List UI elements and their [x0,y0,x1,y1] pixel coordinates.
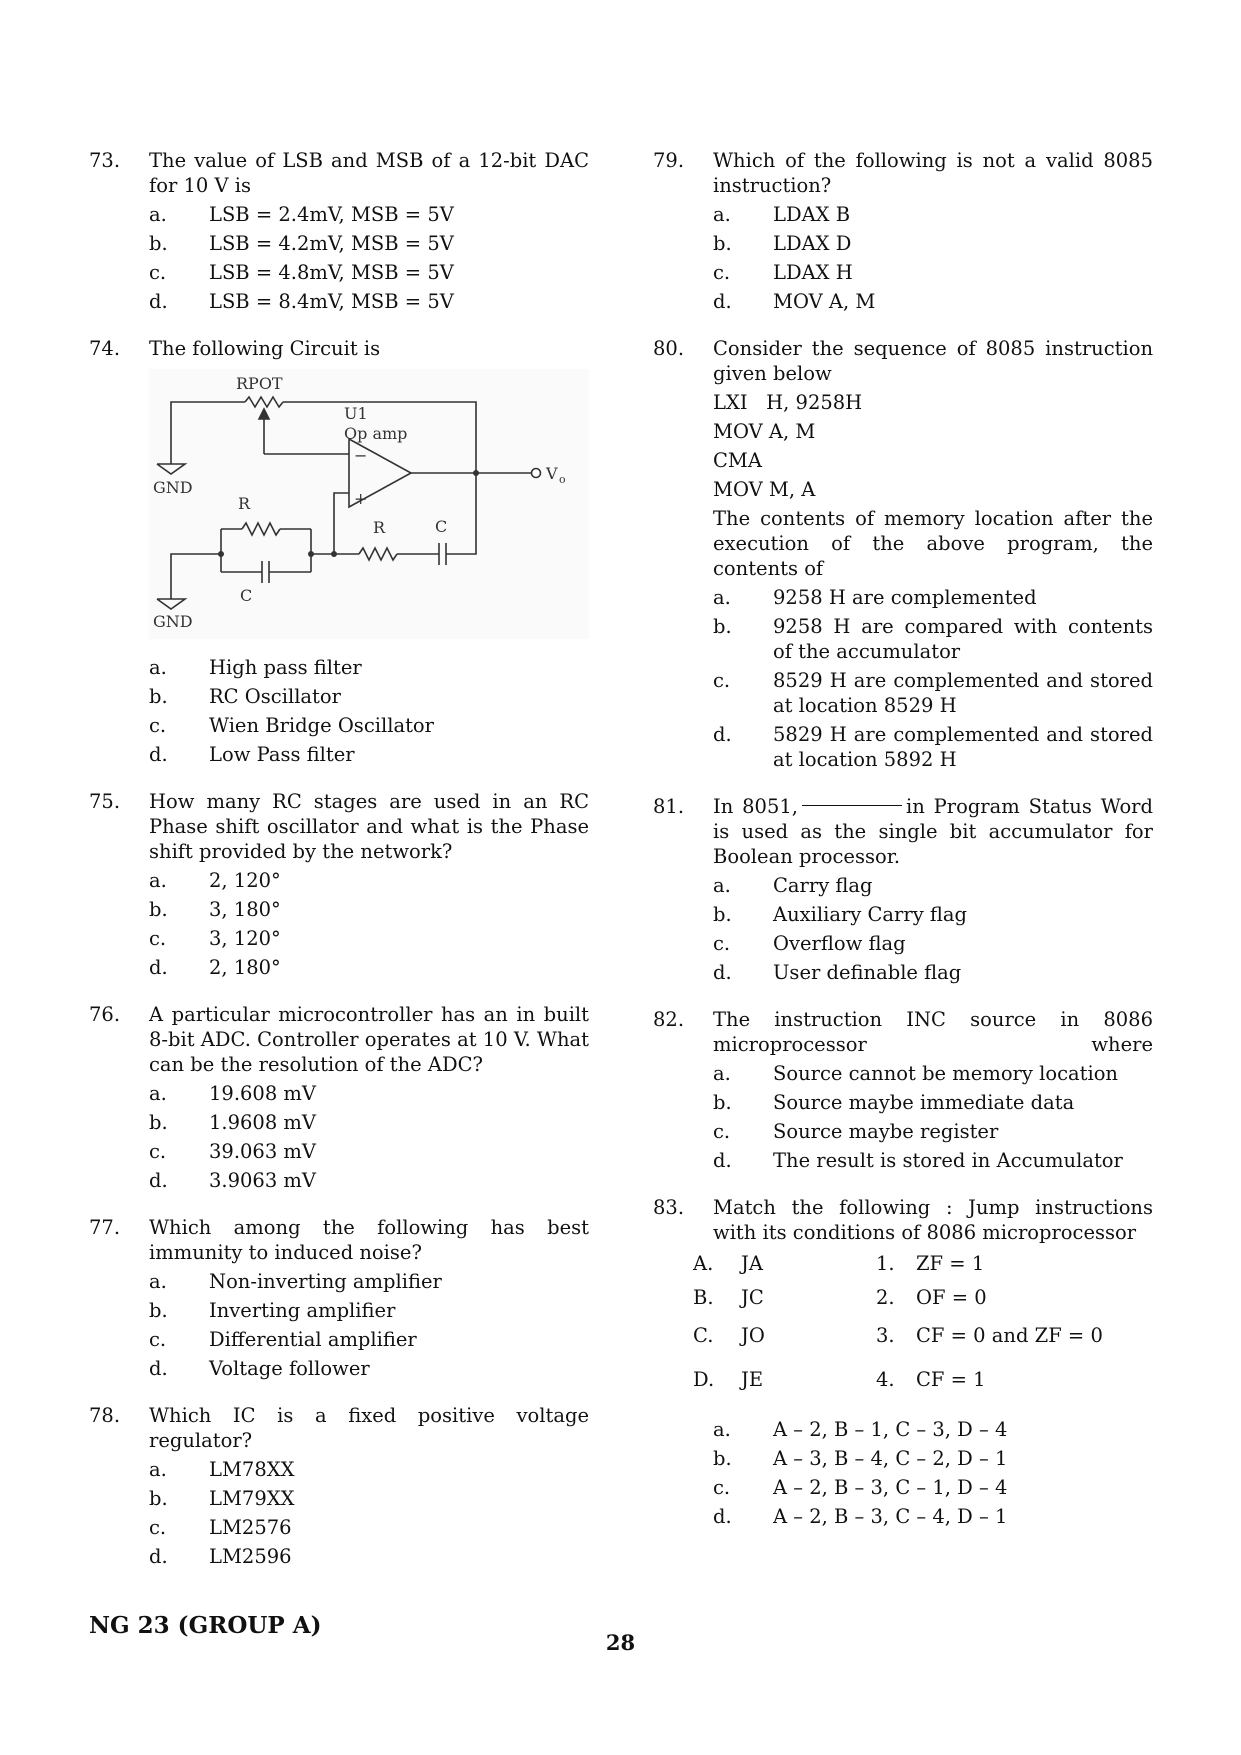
question-stem: Which among the following has best immunity to induced noise? [149,1216,589,1264]
label-r-series: R [373,518,386,537]
option-text: Voltage follower [209,1357,370,1380]
question-78 [89,1403,589,1569]
option-text: A – 2, B – 3, C – 1, D – 4 [773,1476,1008,1499]
option-text: 2, 120° [209,869,281,892]
option[interactable] [149,1327,589,1352]
stem-after-blank: in Program Status Word is used as the single bit accumulator for Boolean processor. [713,795,1153,868]
option[interactable] [713,1148,1153,1173]
option-text: Source cannot be memory location [773,1062,1118,1085]
option[interactable] [149,260,589,285]
option-text: 8529 H are complemented and stored at location 8529 H [773,669,1153,717]
option[interactable] [713,1475,1153,1500]
code-line: MOV M, A [713,478,816,501]
question-number: 77. [89,1216,121,1239]
option-label: b. [149,1487,168,1510]
question-stem: The value of LSB and MSB of a 12-bit DAC for 10 V is [149,149,589,197]
match-condition: CF = 0 and ZF = 0 [916,1324,1103,1347]
label-minus: − [354,446,368,465]
option-text: LDAX D [773,232,852,255]
match-row [693,1285,1153,1319]
option-text: 9258 H are compared with contents of the accumulator [773,615,1153,663]
option-text: LSB = 8.4mV, MSB = 5V [209,290,454,313]
question-75 [89,789,589,980]
question-77 [89,1215,589,1381]
question-82 [653,1007,1153,1173]
option[interactable] [149,1110,589,1135]
option-label: a. [713,586,731,609]
question-number: 83. [653,1196,685,1219]
option-text: Overflow flag [773,932,906,955]
option-label: b. [149,685,168,708]
label-vout-sub: o [559,473,566,486]
option[interactable] [149,1486,589,1511]
label-gnd-bottom: GND [153,612,193,631]
question-number: 74. [89,337,121,360]
option-text: 3, 120° [209,927,281,950]
left-column [89,148,589,1591]
option-text: MOV A, M [773,290,876,313]
option-text: A – 3, B – 4, C – 2, D – 1 [773,1447,1008,1470]
option[interactable] [713,614,1153,664]
right-column [653,148,1153,1551]
question-76 [89,1002,589,1193]
option-label: d. [149,1169,168,1192]
label-vout: V [546,464,558,483]
option-label: d. [713,1149,732,1172]
page-number: 28 [605,1630,636,1655]
option-text: RC Oscillator [209,685,341,708]
option[interactable] [149,1515,589,1540]
option[interactable] [149,713,589,738]
match-letter: C. [693,1324,714,1347]
option[interactable] [149,1457,589,1482]
match-letter: A. [693,1252,714,1275]
question-number: 73. [89,149,121,172]
option-text: User definable flag [773,961,962,984]
option-text: Source maybe immediate data [773,1091,1075,1114]
option-label: c. [149,261,167,284]
option-text: Low Pass filter [209,743,355,766]
option-label: d. [149,1545,168,1568]
match-instruction: JO [741,1324,765,1347]
match-row [693,1319,1153,1363]
option-text: Differential amplifier [209,1328,417,1351]
question-stem: How many RC stages are used in an RC Phase shift oscillator and what is the Phase shift provided by the network? [149,790,589,863]
match-row [693,1251,1153,1285]
option-label: d. [713,1505,732,1528]
label-plus: + [354,489,368,508]
option-text: A – 2, B – 3, C – 4, D – 1 [773,1505,1008,1528]
option[interactable] [149,684,589,709]
question-stem: A particular microcontroller has an in built 8-bit ADC. Controller operates at 10 V. What can be the resolution of the ADC? [149,1003,589,1076]
option-text: LDAX H [773,261,853,284]
label-c-series: C [435,517,448,536]
option[interactable] [149,289,589,314]
option-label: c. [713,261,731,284]
option-text: LDAX B [773,203,851,226]
option-label: c. [713,932,731,955]
options-list [149,1269,589,1381]
label-r-parallel: R [238,494,251,513]
option[interactable] [713,668,1153,718]
option[interactable] [149,897,589,922]
option-label: d. [713,723,732,746]
question-74 [89,336,589,767]
match-instruction: JA [741,1252,763,1275]
match-instruction: JE [741,1368,764,1391]
option-label: b. [149,232,168,255]
label-gnd-top: GND [153,478,193,497]
fill-in-blank [802,805,902,806]
question-stem: Match the following : Jump instructions with its conditions of 8086 microprocessor [713,1196,1153,1244]
option-label: d. [149,743,168,766]
options-list [713,873,1153,985]
options-list [149,202,589,314]
code-line: MOV A, M [713,420,816,443]
circuit-diagram [149,369,589,639]
match-number: 2. [876,1286,895,1309]
option-label: d. [713,961,732,984]
option[interactable] [713,260,1153,285]
option-label: b. [149,1299,168,1322]
options-list [149,655,589,767]
option[interactable] [713,1119,1153,1144]
match-condition: ZF = 1 [916,1252,985,1275]
question-73 [89,148,589,314]
option-label: b. [713,1091,732,1114]
option-label: c. [713,1120,731,1143]
option[interactable] [149,1081,589,1106]
option-text: Carry flag [773,874,873,897]
question-number: 82. [653,1008,685,1031]
option[interactable] [713,1446,1153,1471]
option-text: LM78XX [209,1458,295,1481]
question-83 [653,1195,1153,1529]
question-stem [713,794,1153,869]
option[interactable] [149,1139,589,1164]
option-text: Auxiliary Carry flag [773,903,968,926]
option-label: a. [149,869,167,892]
question-number: 80. [653,337,685,360]
option[interactable] [713,1417,1153,1442]
match-number: 3. [876,1324,895,1347]
option-label: a. [149,203,167,226]
options-list [149,1081,589,1193]
option[interactable] [149,231,589,256]
option[interactable] [713,202,1153,227]
option-label: b. [149,1111,168,1134]
option-label: c. [713,1476,731,1499]
option-text: 3, 180° [209,898,281,921]
option[interactable] [713,1504,1153,1529]
option-text: LSB = 2.4mV, MSB = 5V [209,203,454,226]
option-text: Wien Bridge Oscillator [209,714,434,737]
option[interactable] [713,931,1153,956]
option-label: b. [713,1447,732,1470]
option-text: Source maybe register [773,1120,999,1143]
question-stem: Consider the sequence of 8085 instruction given below [713,337,1153,385]
option-label: b. [713,615,732,638]
option-text: Non-inverting amplifier [209,1270,442,1293]
option-text: 5829 H are complemented and stored at location 5892 H [773,723,1153,771]
question-stem: The instruction INC source in 8086 microprocessor where [713,1008,1153,1056]
option[interactable] [713,873,1153,898]
option[interactable] [149,868,589,893]
option-label: d. [149,290,168,313]
option-label: a. [713,874,731,897]
option-label: c. [149,1140,167,1163]
option[interactable] [149,655,589,680]
code-line: CMA [713,449,762,472]
option-label: a. [713,1062,731,1085]
option-text: LM2576 [209,1516,292,1539]
question-number: 75. [89,790,121,813]
question-number: 76. [89,1003,121,1026]
option[interactable] [149,1356,589,1381]
options-list [149,1457,589,1569]
option-label: b. [713,903,732,926]
match-instruction: JC [741,1286,764,1309]
option[interactable] [149,926,589,951]
option[interactable] [149,955,589,980]
match-condition: CF = 1 [916,1368,986,1391]
option-text: 19.608 mV [209,1082,317,1105]
match-row [693,1363,1153,1401]
option[interactable] [713,1090,1153,1115]
option-text: LM2596 [209,1545,292,1568]
option[interactable] [149,1168,589,1193]
option-text: 3.9063 mV [209,1169,317,1192]
option[interactable] [149,1544,589,1569]
question-79 [653,148,1153,314]
match-letter: D. [693,1368,715,1391]
option-text: LSB = 4.8mV, MSB = 5V [209,261,454,284]
question-number: 81. [653,795,685,818]
question-number: 78. [89,1404,121,1427]
option-text: Inverting amplifier [209,1299,396,1322]
option-label: a. [149,1270,167,1293]
option-label: b. [713,232,732,255]
option[interactable] [713,960,1153,985]
options-list [149,868,589,980]
option-label: a. [713,203,731,226]
option-text: LSB = 4.2mV, MSB = 5V [209,232,454,255]
option-text: 9258 H are complemented [773,586,1037,609]
question-stem: Which of the following is not a valid 8085 instruction? [713,149,1153,197]
option-label: d. [713,290,732,313]
option-text: 2, 180° [209,956,281,979]
match-condition: OF = 0 [916,1286,987,1309]
option-text: The result is stored in Accumulator [773,1149,1123,1172]
option[interactable] [713,1061,1153,1086]
code-line: LXI H, 9258H [713,391,863,414]
option-label: b. [149,898,168,921]
option-label: c. [713,669,731,692]
match-number: 4. [876,1368,895,1391]
options-list [713,585,1153,772]
match-letter: B. [693,1286,714,1309]
option[interactable] [149,742,589,767]
option-text: 1.9608 mV [209,1111,317,1134]
question-stem: Which IC is a fixed positive voltage regulator? [149,1404,589,1452]
option[interactable] [713,902,1153,927]
option[interactable] [149,202,589,227]
option-label: a. [149,1082,167,1105]
options-list [713,1061,1153,1173]
question-81 [653,794,1153,985]
option[interactable] [713,231,1153,256]
stem-before-blank: In 8051, [713,795,798,818]
question-stem: The following Circuit is [149,337,381,360]
option-label: d. [149,956,168,979]
question-number: 79. [653,149,685,172]
options-list [713,202,1153,314]
option-label: a. [149,656,167,679]
paper-code: NG 23 (GROUP A) [89,1612,322,1639]
option[interactable] [713,722,1153,772]
option-label: c. [149,714,167,737]
question-stem-continued: The contents of memory location after the execution of the above program, the contents of [713,507,1153,580]
option-label: c. [149,1516,167,1539]
option-text: LM79XX [209,1487,295,1510]
option-label: d. [149,1357,168,1380]
option[interactable] [149,1298,589,1323]
options-list [713,1417,1153,1529]
option[interactable] [713,585,1153,610]
option-label: c. [149,1328,167,1351]
option[interactable] [149,1269,589,1294]
match-table [693,1251,1153,1401]
option-label: c. [149,927,167,950]
option-label: a. [149,1458,167,1481]
option-text: 39.063 mV [209,1140,317,1163]
label-u1: U1 [344,404,368,423]
option[interactable] [713,289,1153,314]
match-number: 1. [876,1252,895,1275]
label-rpot: RPOT [236,374,283,393]
option-label: a. [713,1418,731,1441]
label-opamp: Op amp [344,424,408,443]
option-text: A – 2, B – 1, C – 3, D – 4 [773,1418,1008,1441]
label-c-parallel: C [240,586,253,605]
question-80 [653,336,1153,772]
option-text: High pass filter [209,656,362,679]
